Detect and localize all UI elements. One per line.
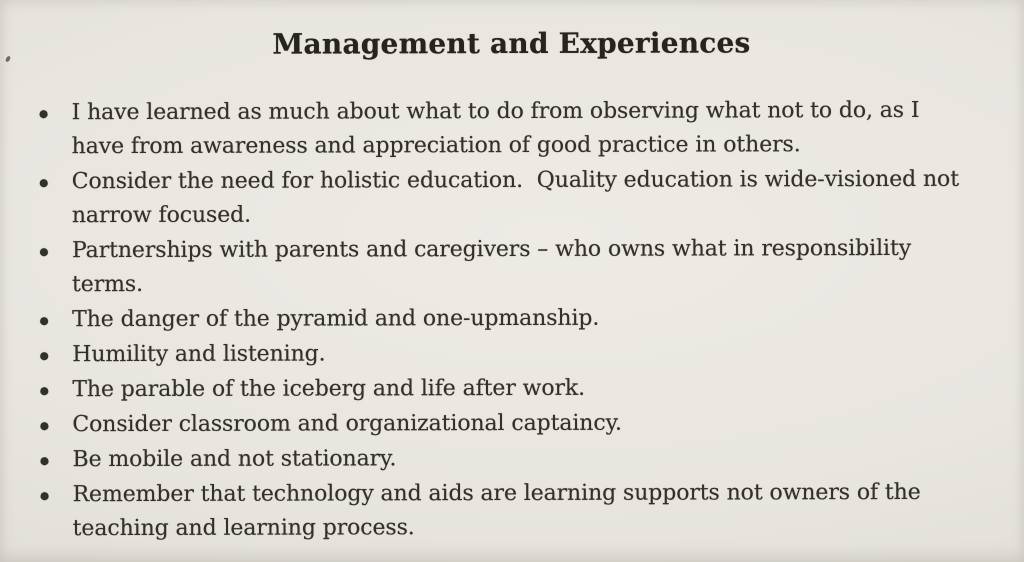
page-title: Management and Experiences (272, 26, 751, 61)
bullet-line: I have learned as much about what to do from observing what not to do, as I (71, 97, 920, 126)
list-item (40, 406, 1004, 443)
list-item (40, 371, 1004, 408)
bullet-line: Humility and listening. (72, 341, 326, 368)
list-item (40, 441, 1004, 478)
list-item (41, 476, 1005, 547)
bullet-line: The parable of the iceberg and life after work. (72, 375, 586, 403)
bullet-line: The danger of the pyramid and one-upmanship. (72, 305, 600, 333)
bullet-line: have from awareness and appreciation of good practice in others. (71, 132, 801, 160)
bullet-list (0, 94, 1024, 547)
bullet-icon (40, 317, 48, 325)
bullet-icon (40, 110, 48, 118)
bullet-text (72, 442, 396, 477)
bullet-icon (41, 492, 49, 500)
bullet-text (72, 372, 585, 407)
bullet-line: teaching and learning process. (72, 515, 415, 542)
list-item (40, 163, 1004, 234)
bullet-text (72, 94, 920, 164)
bullet-text (72, 407, 622, 442)
bullet-icon (40, 422, 48, 430)
bullet-icon (40, 387, 48, 395)
bullet-line: Consider the need for holistic education. Quality education is wide-visioned not (71, 166, 959, 195)
bullet-text (72, 163, 959, 233)
bullet-line: Remember that technology and aids are learning supports not owners of the (72, 479, 921, 508)
bullet-line: Be mobile and not stationary. (72, 446, 397, 473)
bullet-line: narrow focused. (71, 202, 252, 229)
bullet-text (72, 302, 599, 337)
bullet-icon (40, 248, 48, 256)
bullet-line: Consider classroom and organizational captaincy. (72, 410, 622, 438)
bullet-icon (40, 352, 48, 360)
list-item (40, 301, 1004, 338)
bullet-icon (40, 179, 48, 187)
bullet-text (73, 476, 921, 546)
bullet-text (72, 337, 325, 372)
list-item (40, 336, 1004, 373)
list-item (40, 232, 1004, 303)
list-item (40, 94, 1004, 165)
bullet-text (72, 232, 911, 302)
bullet-line: Partnerships with parents and caregivers – who owns what in responsibility (71, 235, 912, 264)
bullet-line: terms. (71, 271, 143, 298)
bullet-icon (40, 457, 48, 465)
